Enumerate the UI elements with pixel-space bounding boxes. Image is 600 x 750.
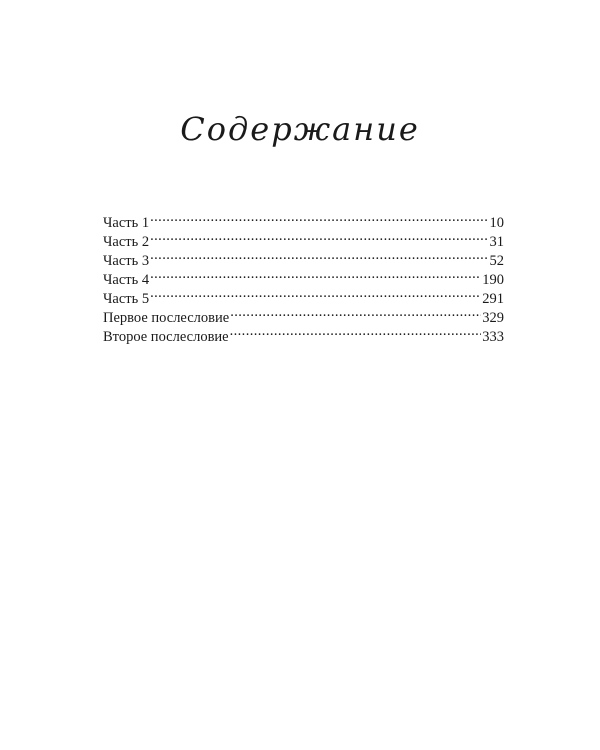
toc-entry-label: Часть 1 (103, 215, 150, 231)
toc-entry-page: 31 (489, 234, 504, 250)
toc-entry-page: 333 (482, 329, 504, 345)
dot-leader (150, 246, 488, 265)
dot-leader (230, 322, 482, 341)
table-of-contents (103, 208, 504, 345)
dot-leader (150, 227, 488, 246)
toc-entry-first-epilogue (103, 303, 504, 326)
toc-entry-part-4 (103, 265, 504, 288)
toc-entry-label: Часть 2 (103, 234, 150, 250)
toc-entry-page: 52 (489, 253, 504, 269)
toc-entry-label: Первое послесловие (103, 310, 230, 326)
toc-entry-part-3 (103, 246, 504, 269)
dot-leader (230, 303, 481, 322)
toc-entry-part-5 (103, 284, 504, 307)
toc-entry-page: 329 (482, 310, 504, 326)
dot-leader (150, 284, 481, 303)
toc-entry-part-1 (103, 208, 504, 231)
toc-entry-page: 190 (482, 272, 504, 288)
toc-entry-label: Часть 3 (103, 253, 150, 269)
toc-entry-part-2 (103, 227, 504, 250)
dot-leader (150, 265, 481, 284)
toc-entry-label: Часть 5 (103, 291, 150, 307)
toc-entry-label: Часть 4 (103, 272, 150, 288)
toc-entry-page: 10 (489, 215, 504, 231)
dot-leader (150, 208, 488, 227)
toc-entry-page: 291 (482, 291, 504, 307)
toc-entry-label: Второе послесловие (103, 329, 229, 345)
page-title: Содержание (180, 110, 420, 148)
